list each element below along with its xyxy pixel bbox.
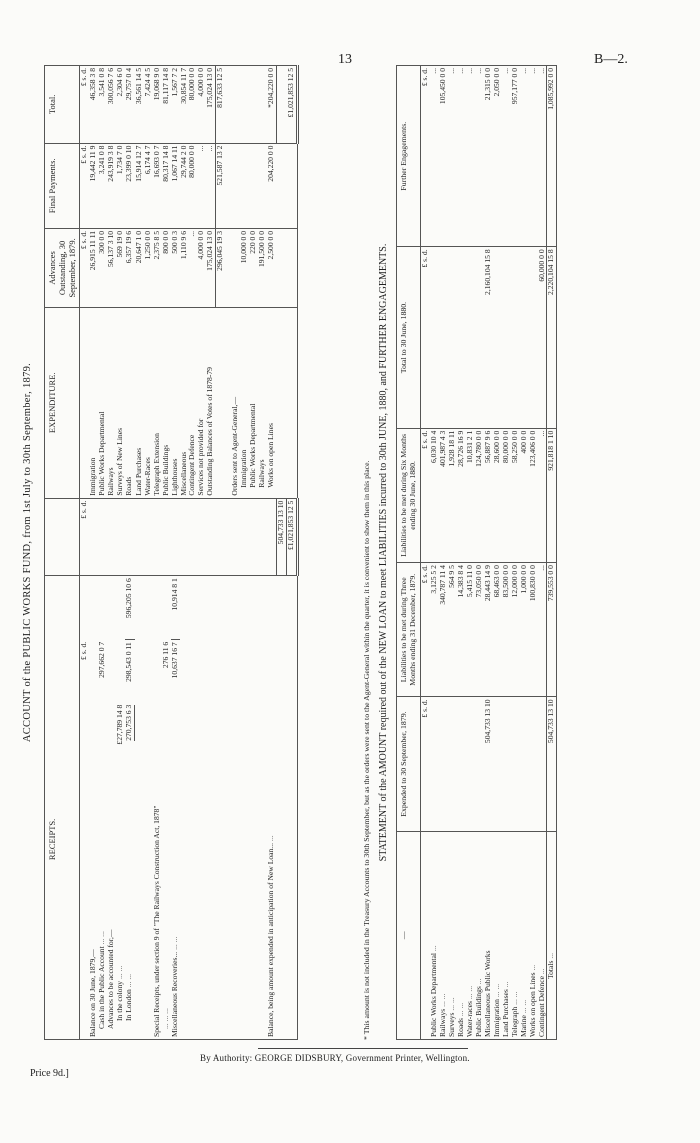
stmt-row-label: Works on open Lines [527,972,537,1037]
col-further: Further Engagements. [397,66,421,247]
exp-final: 1,067 14 11 [171,143,180,228]
stmt-six: ... [538,428,547,562]
stmt-row-label: Marine [518,1015,528,1037]
exp-label: Roads [125,307,135,498]
london-amount: 270,753 6 3 [123,704,133,741]
col-total: Total to 30 June, 1880. [397,247,421,428]
exp-final: 29,744 2 0 [180,143,189,228]
stmt-six: 1,928 18 11 [448,428,457,562]
receipts-units: £ s. d. [79,641,89,660]
totals-total: 2,220,104 15 8 [547,247,557,428]
exp-label: Immigration [89,307,98,498]
rotated-landscape-content [22,65,677,1040]
stmt-three: 12,000 0 0 [511,563,520,697]
exp-advances: 500 0 3 [171,228,180,307]
totals-three: 739,553 0 0 [547,563,557,697]
new-loan-label: Balance, being amount expended in anticipation of New Loan... [266,842,276,1037]
exp-label: Telegraph Extension [153,307,162,498]
subtotal-final: 521,587 13 2 [216,143,225,228]
exp-final: 3,241 0 8 [98,143,107,228]
stmt-further: ... [520,66,529,247]
stmt-further: ... [466,66,475,247]
order-label: Railways [258,307,267,498]
stmt-further: ... [502,66,511,247]
exp-advances: 56,137 3 10 [107,228,116,307]
units-label: £ s. d. [421,66,430,247]
exp-label: Lighthouses [171,307,180,498]
orders-total-starred: *204,220 0 0 [267,66,276,144]
exp-total: 300,056 7 6 [107,66,116,144]
exp-total: 7,424 4 5 [144,66,153,144]
stmt-three: ... [538,563,547,697]
order-label: Immigration [240,307,249,498]
receipts-grand-total: £1,021,853 12 5 [287,498,298,576]
stmt-further: ... [529,66,538,247]
stmt-row-label: Water-races [464,1001,474,1037]
units-label: £ s. d. [421,428,430,562]
units-label: £ s. d. [421,697,430,831]
exp-final: 80,000 0 0 [188,143,197,228]
exp-total: 19,068 9 0 [153,66,162,144]
exp-final: 15,914 12 7 [135,143,144,228]
stmt-six: 123,406 0 0 [529,428,538,562]
exp-label: Land Purchases [135,307,144,498]
exp-label: Water-Races [144,307,153,498]
exp-label: Outstanding Balances of Votes of 1878-79 [206,307,215,498]
stmt-three: 68,463 0 0 [493,563,502,697]
stmt-further: 21,315 0 0 [484,66,493,247]
exp-advances: 20,647 1 0 [135,228,144,307]
stmt-six: 80,000 0 0 [502,428,511,562]
stmt-row-label: Roads [455,1018,465,1037]
totals-label: Totals [546,960,556,979]
exp-total: 4,000 0 0 [197,66,206,144]
col-total: Total. [45,66,80,144]
stmt-total: 60,000 0 0 [538,247,547,428]
receipts-units-2: £ s. d. [80,498,89,576]
account-title: ACCOUNT of the PUBLIC WORKS FUND, from 1st July to 30th September, 1879. [22,362,33,743]
exp-total: 29,757 0 4 [125,66,135,144]
stmt-further: 2,050 0 0 [493,66,502,247]
cash-label: Cash in the Public Account [96,946,106,1029]
stmt-expended-bracket: 504,733 13 10 [484,697,493,831]
orders-total: 204,220 0 0 [267,143,276,228]
exp-label: Public Works Departmental [98,307,107,498]
exp-final: 23,399 0 10 [125,143,135,228]
divider [258,1048,468,1049]
col-advances-outstanding: Advances Outstanding, 30 September, 1879. [45,228,80,307]
public-works-fund-account-table: RECEIPTS. EXPENDITURE. Advances Outstanding, 30 September, 1879. Final Payments. Total. £ s. d. £ s. d. £ s. d. £ s. d. £ s. d. Balance on 30 June, 1879,— Immigration 26,915 11 11 19,442 11 9 46,358 3 8 Cash in the Public Account ... ... 297,662 0 7 Public Works Departmental 300 0 0 3,241 0 8 3,541 0 8 Advances to be accounted for,— Railways 56,137 3 10 243,919 3 8 300,056 7 6 In the colony ... ... £27,789 14 8 Surveys of New Lines 569 19 0 1,734 7 0 2,304 6 0 In London ... ... 270,753 6 3 298,543 0 11 596,205 10 6 Roads 6,357 19 6 23,399 0 10 29,757 0 4 Land Purchases 20,647 1 0 15,914 12 7 36,561 14 5 Water-Races 1,250 0 0 6,174 4 7 7,424 4 5 Special Receipts, under section 9 of "The Railways Construction Act, 1878" Telegraph Extension 2,375 8 5 16,693 0 7 19,068 9 0 ... ... ... 276 11 6 Public Buildings 800 0 0 80,317 14 8 81,117 14 8 Miscellaneous Recoveries... ... ... 10,637 16 7 10,914 8 1 Lighthouses 500 0 3 1,067 14 11 1,567 7 2 Miscellaneous 1,110 9 6 29,744 2 0 30,854 11 7 Contingent Defence ... 80,000 0 0 80,000 0 0 Services not provided for 4,000 0 0 ... 4,000 0 0 Outstanding Balances of Votes of 1878-79 175,024 13 0 ... 175,024 13 0 296,045 19 3 521,587 13 2 817,633 12 5 Orders sent to Agent-General,— Immigration 10,000 0 0 Public Works Departmental 220 0 0 Railways 191,500 0 0 Balance, being amount expended in anticipation of New Loan... ... Works on open Lines 2,500 0 0 204,220 0 0 *204,220 0 0 504,733 13 10 £1,021,853 12 5 £1,021,853 12 5 [44,65,299,1040]
exp-total: 175,024 13 0 [206,66,215,144]
exp-label: Contingent Defence [188,307,197,498]
exp-final: 16,693 0 7 [153,143,162,228]
order-label: Works on open Lines [267,307,276,498]
stmt-row-label: Surveys [446,1012,456,1037]
stmt-three: 100,830 0 0 [529,563,538,697]
exp-final: ... [197,143,206,228]
footnote: * This amount is not included in the Treasury Accounts to 30th September, but as the orders were sent to the Agent-General within the quarter, it is convenient to show them in this place. [362,460,371,1040]
document-reference: B—2. [594,52,628,67]
exp-advances: 569 19 0 [116,228,125,307]
colony-amount: £27,789 14 8 [114,704,124,745]
order-amount: 2,500 0 0 [267,228,276,307]
stmt-six: 56,887 9 6 [484,428,493,562]
units-label: £ s. d. [80,228,89,307]
new-loan-statement-table: — Expended to 30 September, 1879. Liabilities to be met during Three Months ending 31 December, 1879. Liabilities to be met during Six Months ending 30 June, 1880. Total to 30 June, 1880. Further Engagements. £ s. d. £ s. d. £ s. d. £ s. d. £ s. d. Public Works Departmental ... 3,125 5 2 6,030 10 4 ... Railways ... ... 340,787 11 4 401,987 4 3 105,450 0 0 Surveys ... ... 564 9 5 1,928 18 11 ... Roads ... ... 14,383 8 4 28,726 16 9 ... Water-races ... ... 5,415 11 0 10,831 2 1 ... Public Buildings ... 73,050 0 0 124,780 0 0 ... Miscellaneous Public Works 504,733 13 10 28,443 14 9 56,887 9 6 2,160,104 15 8 21,315 0 0 Immigration ... ... 68,463 0 0 28,600 0 0 2,050 0 0 Land Purchases ... 83,500 0 0 80,000 0 0 ... Telegraph ... ... 12,000 0 0 58,250 0 0 957,177 0 0 Marine ... ... 1,000 0 0 400 0 0 ... Works on open Lines ... 100,830 0 0 123,406 0 0 ... Contingent Defence ... ... ... 60,000 0 0 ... Totals ... 504,733 13 10 739,553 0 0 921,818 1 10 2,220,104 15 8 1,085,992 0 0 [396,65,557,1040]
stmt-further: ... [430,66,439,247]
stmt-six: 401,987 4 3 [439,428,448,562]
exp-total: 46,358 3 8 [89,66,98,144]
special-misc-total: 10,914 8 1 [171,576,180,640]
col-six-months: Liabilities to be met during Six Months ending 30 June, 1880. [397,428,421,562]
exp-final: 243,919 3 8 [107,143,116,228]
units-label: £ s. d. [80,143,89,228]
col-final-payments: Final Payments. [45,143,80,228]
stmt-three: 564 9 5 [448,563,457,697]
stmt-six: 400 0 0 [520,428,529,562]
stmt-row-label: Railways [438,1008,448,1037]
stmt-three: 73,050 0 0 [475,563,484,697]
order-label: Public Works Departmental [249,307,258,498]
exp-final: 1,734 7 0 [116,143,125,228]
exp-total: 1,567 7 2 [171,66,180,144]
advances-label: Advances to be accounted for,— [105,929,115,1029]
totals-six: 921,818 1 10 [547,428,557,562]
exp-advances: 6,357 19 6 [125,228,135,307]
stmt-row-label: Public Works Departmental [429,952,439,1037]
stmt-further: ... [448,66,457,247]
stmt-further: 105,450 0 0 [439,66,448,247]
exp-label: Services not provided for [197,307,206,498]
stmt-three: 14,383 8 4 [457,563,466,697]
exp-advances: 800 0 0 [162,228,171,307]
exp-final: ... [206,143,215,228]
exp-label: Miscellaneous [180,307,189,498]
stmt-row-label: Telegraph [509,1006,519,1037]
stmt-three: 3,125 5 2 [430,563,439,697]
blank-header: — [399,931,408,940]
balance-total: 596,205 10 6 [125,576,135,640]
exp-total: 30,854 11 7 [180,66,189,144]
london-label: In London [123,989,133,1021]
col-expended: Expended to 30 September, 1879. [397,697,421,831]
order-amount: 191,500 0 0 [258,228,267,307]
exp-final: 6,174 4 7 [144,143,153,228]
stmt-row-label: Land Purchases [500,989,510,1037]
stmt-row-label: Immigration [491,999,501,1037]
stmt-three: 5,415 11 0 [466,563,475,697]
balance-label: Balance on 30 June, 1879,— [88,949,97,1037]
stmt-six: 58,250 0 0 [511,428,520,562]
stmt-six: 28,600 0 0 [493,428,502,562]
exp-label: Public Buildings [162,307,171,498]
order-amount: 10,000 0 0 [240,228,249,307]
misc-recoveries-amount: 10,637 16 7 [169,642,179,679]
exp-advances: 4,000 0 0 [197,228,206,307]
units-label: £ s. d. [421,247,430,428]
exp-total: 3,541 0 8 [98,66,107,144]
new-loan-amount: 504,733 13 10 [277,498,287,576]
exp-total: 81,117 14 8 [162,66,171,144]
totals-expended: 504,733 13 10 [547,697,557,831]
stmt-three: 28,443 14 9 [484,563,493,697]
exp-advances: 2,375 8 5 [153,228,162,307]
exp-advances: 1,110 9 6 [180,228,189,307]
units-label: £ s. d. [80,66,89,144]
printer-imprint: By Authority: GEORGE DIDSBURY, Government Printer, Wellington. [200,1053,470,1063]
stmt-six: 10,831 2 1 [466,428,475,562]
stmt-total-bracket: 2,160,104 15 8 [484,247,493,428]
expenditure-heading: EXPENDITURE. [45,307,80,498]
exp-advances: ... [188,228,197,307]
exp-total: 36,561 14 5 [135,66,144,144]
stmt-three: 340,787 11 4 [439,563,448,697]
units-label: £ s. d. [421,563,430,697]
cash-amount: 297,662 0 7 [96,641,106,678]
stmt-further: 957,177 0 0 [511,66,520,247]
exp-advances: 175,024 13 0 [206,228,215,307]
misc-recoveries-label: Miscellaneous Recoveries... [169,951,179,1037]
orders-heading: Orders sent to Agent-General,— [225,307,240,498]
price-label: Price 9d.] [30,1068,69,1079]
exp-final: 80,317 14 8 [162,143,171,228]
special-receipts-amount: 276 11 6 [160,641,170,669]
stmt-six: 6,030 10 4 [430,428,439,562]
exp-advances: 26,915 11 11 [89,228,98,307]
stmt-three: 1,000 0 0 [520,563,529,697]
exp-total: 2,304 6 0 [116,66,125,144]
expenditure-grand-total: £1,021,853 12 5 [287,66,298,144]
subtotal-total: 817,633 12 5 [216,66,225,144]
col-three-months: Liabilities to be met during Three Months ending 31 December, 1879. [397,563,421,697]
exp-final: 19,442 11 9 [89,143,98,228]
stmt-six: 28,726 16 9 [457,428,466,562]
exp-total: 80,000 0 0 [188,66,197,144]
receipts-heading: RECEIPTS. [47,818,57,861]
order-amount: 220 0 0 [249,228,258,307]
exp-label: Railways [107,307,116,498]
stmt-row-label: Contingent Defence [536,976,546,1037]
exp-advances: 300 0 0 [98,228,107,307]
subtotal-advances: 296,045 19 3 [216,228,225,307]
stmt-row-label: Public Buildings [473,986,483,1037]
statement-title: STATEMENT of the AMOUNT required out of the NEW LOAN to meet LIABILITIES incurred to 30th JUNE, 1880, and FURTHER ENGAGEMENTS. [378,243,389,862]
colony-label: In the colony [114,980,124,1021]
stmt-further: ... [475,66,484,247]
stmt-further: ... [538,66,547,247]
totals-further: 1,085,992 0 0 [547,66,557,247]
special-receipts-label: Special Receipts, under section 9 of "The Railways Construction Act, 1878" [151,805,161,1037]
exp-label: Surveys of New Lines [116,307,125,498]
stmt-row-label: Miscellaneous Public Works [482,950,492,1037]
advances-total: 298,543 0 11 [123,642,133,682]
stmt-six: 124,780 0 0 [475,428,484,562]
page-number: 13 [338,52,352,67]
stmt-further: ... [457,66,466,247]
exp-advances: 1,250 0 0 [144,228,153,307]
stmt-three: 83,500 0 0 [502,563,511,697]
